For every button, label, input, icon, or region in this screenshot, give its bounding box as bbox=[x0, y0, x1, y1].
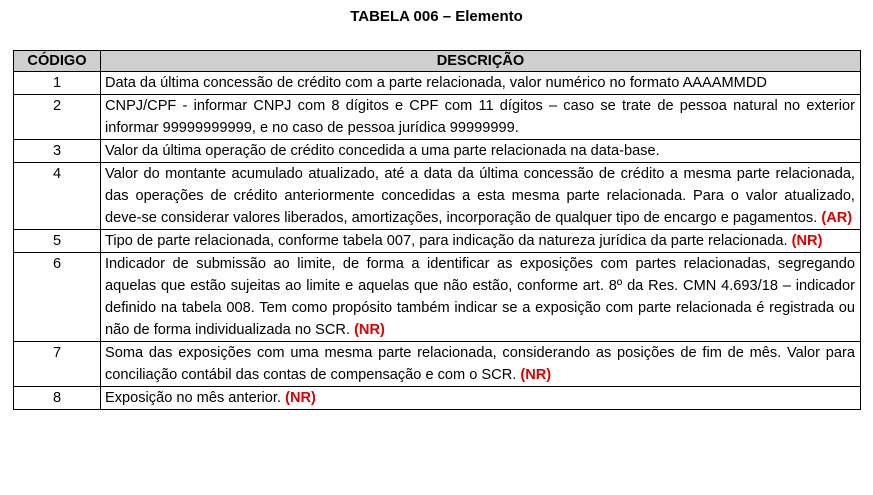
row-code: 4 bbox=[14, 163, 101, 230]
table-row bbox=[14, 72, 861, 95]
table-row bbox=[14, 253, 861, 342]
table-row bbox=[14, 342, 861, 387]
row-description bbox=[101, 163, 861, 230]
row-description bbox=[101, 387, 861, 410]
row-code: 5 bbox=[14, 230, 101, 253]
status-tag: (NR) bbox=[354, 322, 385, 338]
table-row bbox=[14, 140, 861, 163]
row-description bbox=[101, 342, 861, 387]
column-header-description: DESCRIÇÃO bbox=[101, 51, 861, 72]
table-row bbox=[14, 230, 861, 253]
row-description-text: CNPJ/CPF - informar CNPJ com 8 dígitos e CPF com 11 dígitos – caso se trate de pessoa natural no exterior informar 99999999999, e no caso de pessoa jurídica 99999999. bbox=[105, 98, 855, 136]
row-code: 2 bbox=[14, 95, 101, 140]
row-description bbox=[101, 140, 861, 163]
row-description-text: Exposição no mês anterior. bbox=[105, 390, 282, 406]
row-description bbox=[101, 253, 861, 342]
status-tag: (AR) bbox=[821, 210, 853, 226]
table-header-row bbox=[14, 51, 861, 72]
status-tag: (NR) bbox=[285, 390, 316, 406]
row-description-text: Valor do montante acumulado atualizado, até a data da última concessão de crédito a mesma parte relacionada, das operações de crédito anteriormente concedidas a esta mesma parte relacionada. Para o valor atualizado, deve-se considerar valores liberados, amortizações, incorporação de qualquer tipo de encargo e pagamentos. bbox=[105, 166, 855, 226]
element-table bbox=[13, 50, 861, 410]
column-header-code: CÓDIGO bbox=[14, 51, 101, 72]
row-description-text: Tipo de parte relacionada, conforme tabela 007, para indicação da natureza jurídica da parte relacionada. bbox=[105, 233, 788, 249]
row-code: 1 bbox=[14, 72, 101, 95]
row-code: 3 bbox=[14, 140, 101, 163]
row-description-text: Valor da última operação de crédito concedida a uma parte relacionada na data-base. bbox=[105, 143, 660, 159]
table-row bbox=[14, 163, 861, 230]
table-title: TABELA 006 – Elemento bbox=[350, 8, 523, 25]
row-description bbox=[101, 72, 861, 95]
row-description-text: Soma das exposições com uma mesma parte relacionada, considerando as posições de fim de mês. Valor para conciliação contábil das contas de compensação e com o SCR. bbox=[105, 345, 855, 383]
row-description-text: Indicador de submissão ao limite, de forma a identificar as exposições com partes relacionadas, segregando aquelas que estão sujeitas ao limite e aquelas que não estão, conforme art. 8º da Res. CMN 4.693/18 – indicador definido na tabela 008. Tem como propósito também indicar se a exposição com parte relacionada é registrada ou não de forma individualizada no SCR. bbox=[105, 256, 855, 338]
row-code: 8 bbox=[14, 387, 101, 410]
row-code: 6 bbox=[14, 253, 101, 342]
row-description-text: Data da última concessão de crédito com a parte relacionada, valor numérico no formato AAAAMMDD bbox=[105, 75, 767, 91]
status-tag: (NR) bbox=[520, 367, 552, 383]
row-description bbox=[101, 230, 861, 253]
row-code: 7 bbox=[14, 342, 101, 387]
row-description bbox=[101, 95, 861, 140]
table-row bbox=[14, 95, 861, 140]
table-row bbox=[14, 387, 861, 410]
status-tag: (NR) bbox=[791, 233, 823, 249]
